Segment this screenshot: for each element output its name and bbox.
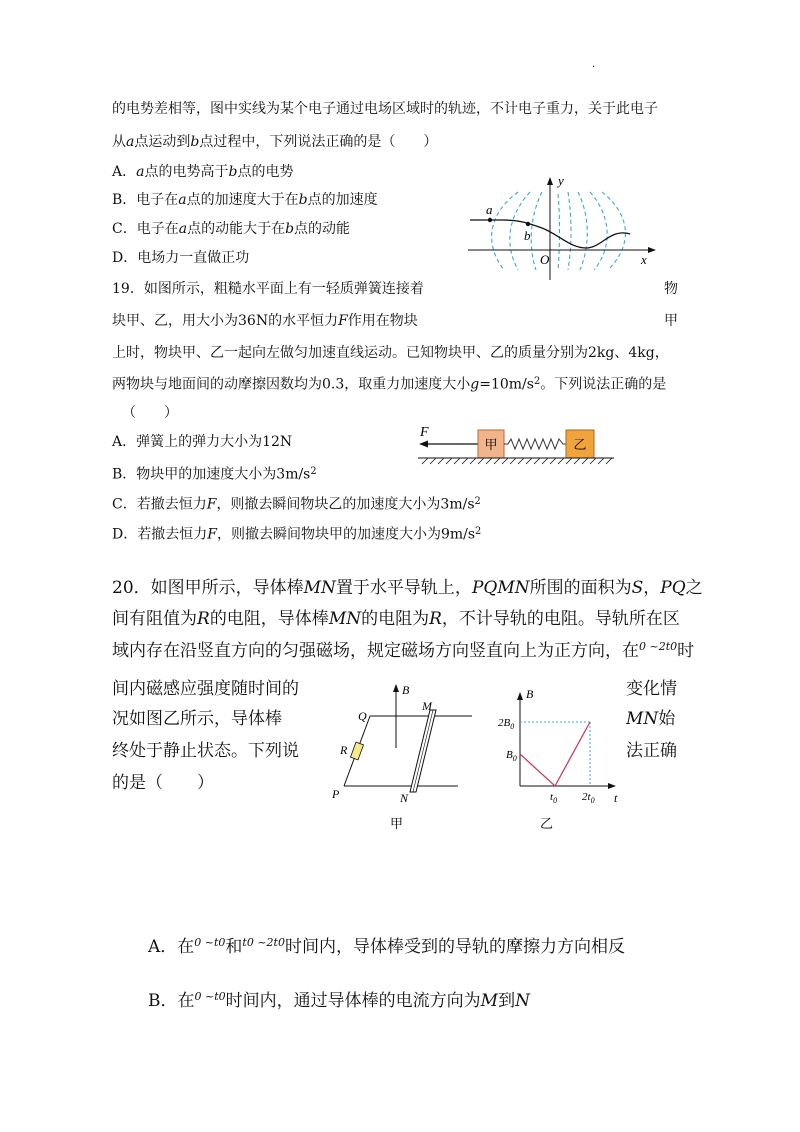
point-a xyxy=(488,218,492,222)
b-arrow-jia-icon xyxy=(393,684,399,692)
q20-line6-left: 终处于静止状态。下列说 xyxy=(112,741,299,761)
caption-yi: 乙 xyxy=(540,816,554,831)
header-dot: · xyxy=(592,62,596,73)
caption-jia: 甲 xyxy=(390,816,404,831)
resistor-R xyxy=(351,742,364,760)
q18-field-figure xyxy=(462,172,657,282)
label-M: M xyxy=(422,699,432,713)
q19-option-d: D．若撤去恒力F，则撤去瞬间物块甲的加速度大小为$9m/s^2$ xyxy=(112,526,482,543)
q20-line4-right: 变化情 xyxy=(626,679,677,699)
label-origin: O xyxy=(540,252,550,267)
label-a: a xyxy=(486,202,493,217)
tick-B0: $B_0$ xyxy=(506,749,517,763)
block-jia-label: 甲 xyxy=(484,437,498,452)
q18-line2: 从a点运动到b点过程中，下列说法正确的是（ ） xyxy=(112,134,438,150)
tick-t0: $t_0$ xyxy=(550,791,558,805)
q20-line6-right: 法正确 xyxy=(626,741,677,761)
ground-hatch xyxy=(422,458,612,464)
b-axis-arrow-icon xyxy=(517,692,523,700)
q20-figure-yi xyxy=(498,682,628,832)
label-force-F: F xyxy=(420,425,429,440)
q20-line5-right: MN始 xyxy=(626,709,676,729)
point-b xyxy=(526,222,530,226)
spring xyxy=(504,439,566,449)
q19-line3: 上时，物块甲、乙一起向左做匀加速直线运动。已知物块甲、乙的质量分别为2kg、4kg， xyxy=(112,345,669,361)
b-t-curve xyxy=(520,722,590,786)
q19-line2-right: 甲 xyxy=(664,313,678,329)
label-b: b xyxy=(524,228,531,243)
tick-2B0: $2B_0$ xyxy=(498,717,515,731)
q19-line2: 块甲、乙，用大小为36N的水平恒力F作用在物块 xyxy=(112,313,418,329)
force-arrow-icon xyxy=(419,441,428,448)
label-Q: Q xyxy=(358,709,367,723)
q20-line2: 间有阻值为R的电阻，导体棒MN的电阻为R，不计导轨的电阻。导轨所在区 xyxy=(112,609,680,629)
q20-line5-left: 况如图乙所示，导体棒 xyxy=(112,709,282,729)
block-yi-label: 乙 xyxy=(573,437,587,452)
q19-spring-figure xyxy=(418,422,618,468)
label-y: y xyxy=(558,173,564,188)
q18-option-c: C．电子在a点的动能大于在b点的动能 xyxy=(112,221,351,237)
q19-option-c: C．若撤去恒力F，则撤去瞬间物块乙的加速度大小为$3m/s^2$ xyxy=(112,496,481,513)
q18-line1: 的电势差相等，图中实线为某个电子通过电场区域时的轨迹，不计电子重力，关于此电子 xyxy=(112,101,658,117)
q20-line3: 域内存在沿竖直方向的匀强磁场，规定磁场方向竖直向上为正方向，在$^{0 \sim 2t0}$时 xyxy=(112,640,695,662)
t-axis-arrow-icon xyxy=(608,783,616,789)
q19-line4: 两物块与地面间的动摩擦因数均为0.3，取重力加速度大小$g=10m/s^2$。下列说法正确的是 xyxy=(112,376,667,393)
x-axis-arrow-icon xyxy=(648,247,656,253)
q19-line5: （ ） xyxy=(122,405,178,421)
q18-option-d: D．电场力一直做正功 xyxy=(112,250,250,266)
q19-line1: 19．如图所示，粗糙水平面上有一轻质弹簧连接着 xyxy=(112,281,424,297)
q19-option-a: A．弹簧上的弹力大小为12N xyxy=(112,434,293,450)
q19-option-b: B．物块甲的加速度大小为$3m/s^2$ xyxy=(112,466,317,483)
label-t-yi: t xyxy=(614,791,618,805)
q20-line1: 20．如图甲所示，导体棒MN置于水平导轨上，PQMN所围的面积为S，PQ之 xyxy=(112,578,703,598)
label-N: N xyxy=(400,791,409,805)
q18-option-a: A．a点的电势高于b点的电势 xyxy=(112,164,294,180)
q20-option-b: B．在$^{0 \sim t0}$时间内，通过导体棒的电流方向为M到N xyxy=(148,990,530,1012)
q20-line4-left: 间内磁感应强度随时间的 xyxy=(112,679,299,699)
q18-option-b: B．电子在a点的加速度大于在b点的加速度 xyxy=(112,192,378,208)
label-B-jia: B xyxy=(402,683,410,697)
q20-option-a: A．在$^{0 \sim t0}$和$^{t0}$ $^{\sim 2t0}$时间内，导体棒受到的导轨的摩擦力方向相反 xyxy=(148,936,625,958)
label-x: x xyxy=(641,252,647,267)
y-axis-arrow-icon xyxy=(547,177,553,185)
tick-2t0: $2t_0$ xyxy=(582,791,595,805)
label-B-yi: B xyxy=(526,687,534,701)
q19-line1-right: 物 xyxy=(664,281,678,297)
q20-line7-left: 的是（ ） xyxy=(112,773,214,793)
q20-figure-jia xyxy=(330,682,480,832)
equipotential-lines xyxy=(492,192,626,270)
label-P: P xyxy=(332,787,340,801)
label-R: R xyxy=(340,743,348,757)
